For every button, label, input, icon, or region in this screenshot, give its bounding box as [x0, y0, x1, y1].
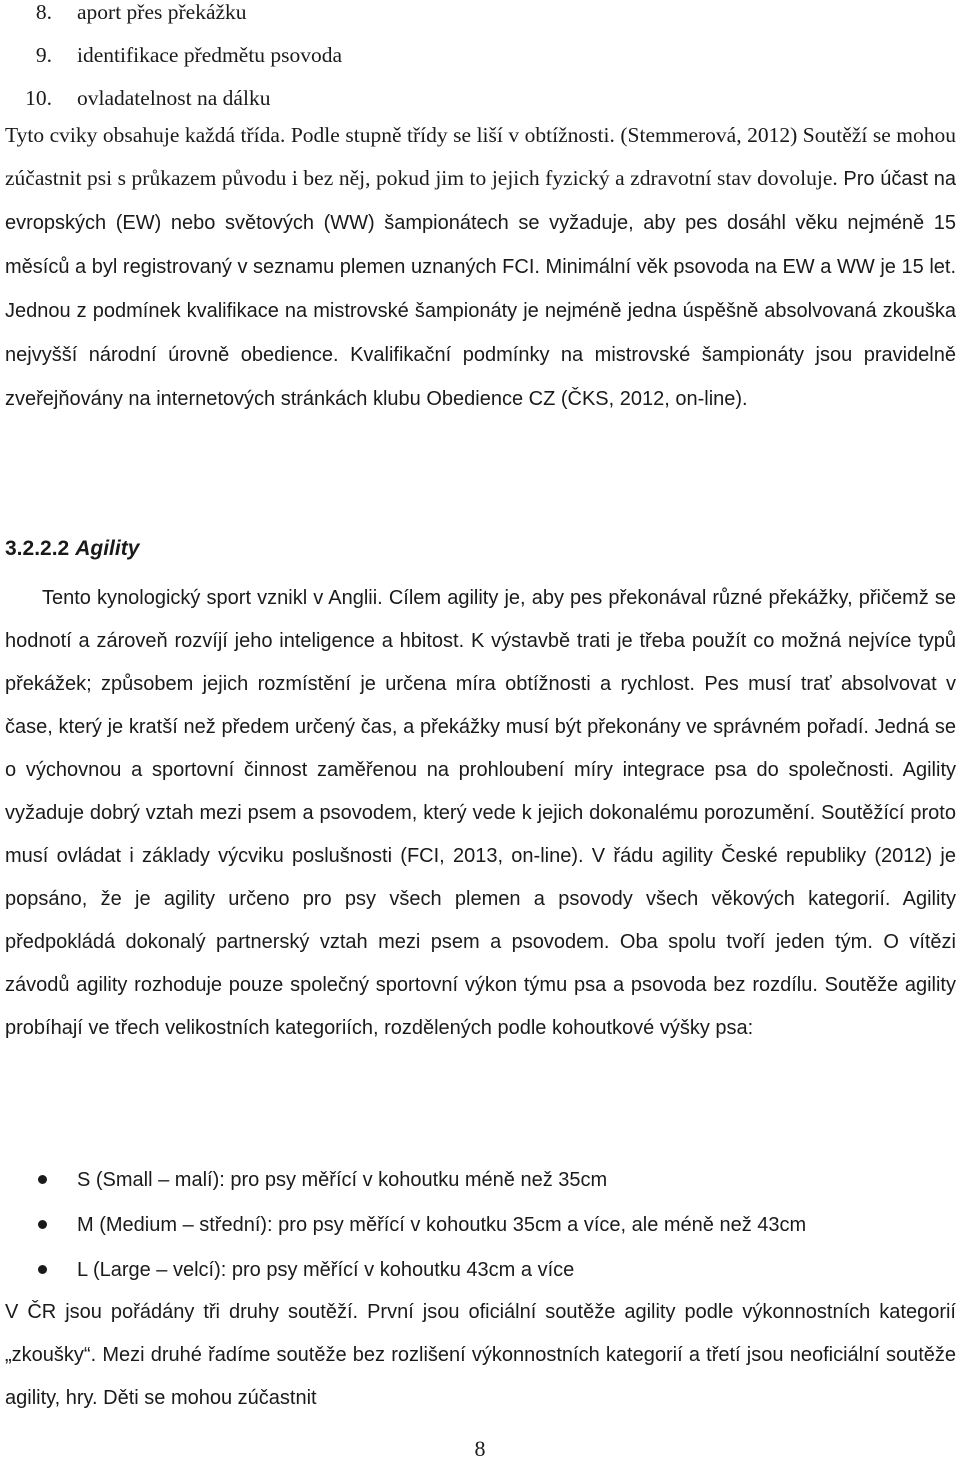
- bullet-icon: [38, 1220, 47, 1229]
- list-item-text: identifikace předmětu psovoda: [77, 43, 343, 67]
- list-item-number: 9.: [35, 43, 52, 67]
- section-heading-number: 3.2.2.2: [5, 537, 70, 560]
- list-item-number: 8.: [35, 0, 52, 24]
- list-item: [0, 43, 960, 86]
- list-item-number: 10.: [25, 86, 52, 110]
- paragraph-competitions: V ČR jsou pořádány tři druhy soutěží. První jsou oficiální soutěže agility podle výkonnostních kategorií „zkoušky“. Mezi druhé řadíme soutěže bez rozlišení výkonnostních kategorií a třetí jsou neoficiální soutěže agility, hry. Děti se mohou zúčastnit: [5, 1301, 956, 1409]
- list-item: [0, 1248, 960, 1293]
- numbered-list: [0, 0, 960, 129]
- list-item: [0, 0, 960, 43]
- section-heading-title: Agility: [75, 537, 140, 560]
- list-item-text: ovladatelnost na dálku: [77, 86, 271, 110]
- list-item-text: L (Large – velcí): pro psy měřící v kohoutku 43cm a více: [77, 1259, 575, 1281]
- paragraph-obedience: [5, 114, 956, 421]
- bullet-icon: [38, 1265, 47, 1274]
- list-item-text: aport přes překážku: [77, 0, 247, 24]
- list-item: [0, 1158, 960, 1203]
- list-item-text: M (Medium – střední): pro psy měřící v kohoutku 35cm a více, ale méně než 43cm: [77, 1214, 807, 1236]
- paragraph-obedience-part2: Pro účast na evropských (EW) nebo světových (WW) šampionátech se vyžaduje, aby pes dosáhl věku nejméně 15 měsíců a byl registrovaný v seznamu plemen uznaných FCI. Minimální věk psovoda na EW a WW je 15 let. Jednou z podmínek kvalifikace na mistrovské šampionáty je nejméně jedna úspěšně absolvovaná zkouška nejvyšší národní úrovně obedience. Kvalifikační podmínky na mistrovské šampionáty jsou pravidelně zveřejňovány na internetových stránkách klubu Obedience CZ (ČKS, 2012, on-line).: [5, 168, 957, 410]
- paragraph-obedience-part1: Tyto cviky obsahuje každá třída. Podle stupně třídy se liší v obtížnosti. (Stemmerová, 2012) Soutěží se mohou zúčastnit psi s průkazem původu i bez něj, pokud jim to jejich fyzický a zdravotní stav dovoluje.: [5, 123, 956, 190]
- bullet-icon: [38, 1175, 47, 1184]
- list-item: [0, 1203, 960, 1248]
- page-number: 8: [474, 1436, 486, 1461]
- section-heading: [5, 535, 139, 563]
- bullet-list: [0, 1158, 960, 1293]
- list-item-text: S (Small – malí): pro psy měřící v kohoutku méně než 35cm: [77, 1169, 608, 1191]
- paragraph-agility: Tento kynologický sport vznikl v Anglii. Cílem agility je, aby pes překonával různé překážky, přičemž se hodnotí a zároveň rozvíjí jeho inteligence a hbitost. K výstavbě trati je třeba použít co možná nejvíce typů překážek; způsobem jejich rozmístění je určena míra obtížnosti a rychlost. Pes musí trať absolvovat v čase, který je kratší než předem určený čas, a překážky musí být překonány ve správném pořadí. Jedná se o výchovnou a sportovní činnost zaměřenou na prohloubení míry integrace psa do společnosti. Agility vyžaduje dobrý vztah mezi psem a psovodem, který vede k jejich dokonalému porozumění. Soutěžící proto musí ovládat i základy výcviku poslušnosti (FCI, 2013, on-line). V řádu agility České republiky (2012) je popsáno, že je agility určeno pro psy všech plemen a psovody všech věkových kategorií. Agility předpokládá dokonalý partnerský vztah mezi psem a psovodem. Oba spolu tvoří jeden tým. O vítězi závodů agility rozhoduje pouze společný sportovní výkon týmu psa a psovoda bez rozdílu. Soutěže agility probíhají ve třech velikostních kategoriích, rozdělených podle kohoutkové výšky psa:: [5, 587, 956, 1039]
